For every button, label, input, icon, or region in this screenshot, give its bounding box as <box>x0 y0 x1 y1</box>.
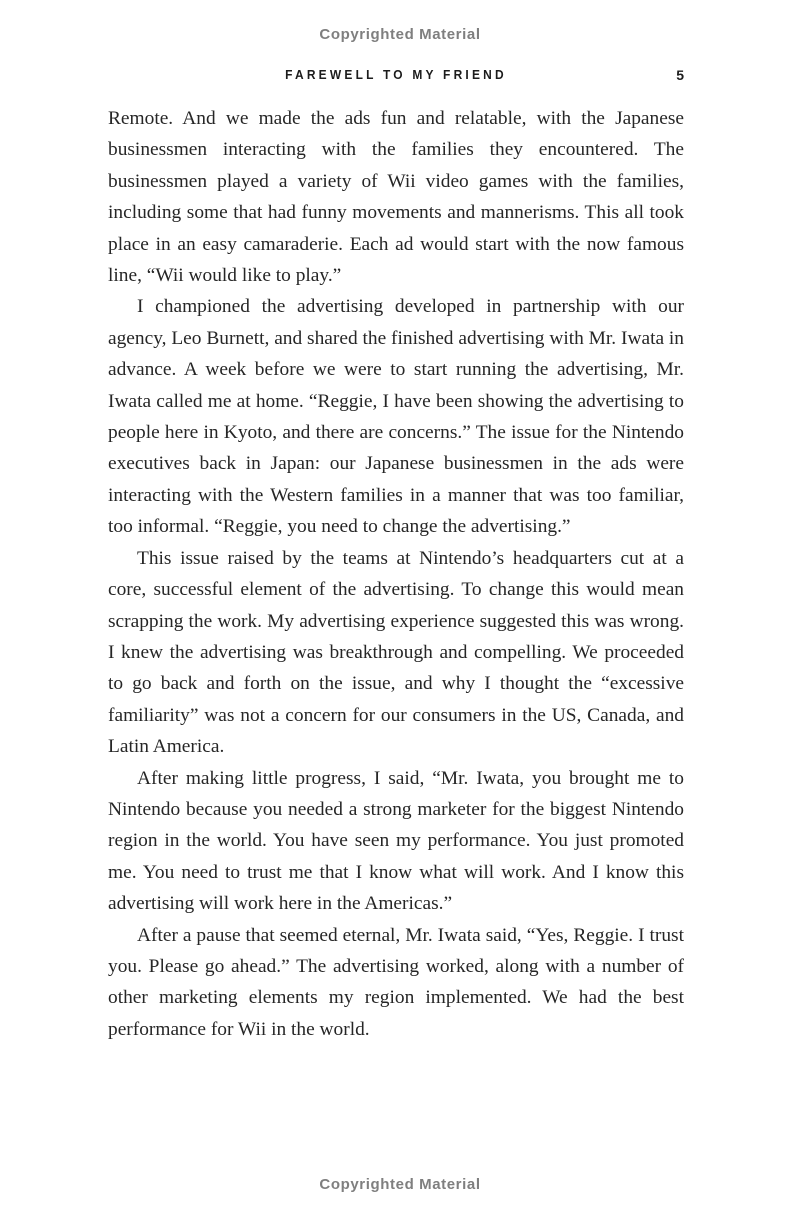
body-paragraph: I championed the advertising developed in partnership with our agency, Leo Burnett, and shared the finished advertising with Mr. Iwata in advance. A week before we were to start running the advertising, Mr. Iwata called me at home. “Reggie, I have been showing the advertising to people here in Kyoto, and there are concerns.” The issue for the Nintendo executives back in Japan: our Japanese businessmen in the ads were interacting with the Western families in a manner that was too familiar, too informal. “Reggie, you need to change the advertising.” <box>108 296 684 538</box>
body-paragraph: After making little progress, I said, “Mr. Iwata, you brought me to Nintendo because you needed a strong marketer for the biggest Nintendo region in the world. You have seen my performance. You just promoted me. You need to trust me that I know what will work. And I know this advertising will work here in the Americas.” <box>108 767 684 915</box>
body-paragraph: After a pause that seemed eternal, Mr. Iwata said, “Yes, Reggie. I trust you. Please go ahead.” The advertising worked, along with a number of other marketing elements my region implemented. We had the best performance for Wii in the world. <box>108 924 684 1040</box>
chapter-title: FAREWELL TO MY FRIEND <box>285 67 507 82</box>
body-paragraph: This issue raised by the teams at Nintendo’s headquarters cut at a core, successful element of the advertising. To change this would mean scrapping the work. My advertising experience suggested this was wrong. I knew the advertising was breakthrough and compelling. We proceeded to go back and forth on the issue, and why I thought the “excessive familiarity” was not a concern for our consumers in the US, Canada, and Latin America. <box>108 547 684 758</box>
body-paragraph: Remote. And we made the ads fun and relatable, with the Japanese businessmen interacting with the families they encountered. The businessmen played a variety of Wii video games with the families, including some that had funny movements and mannerisms. This all took place in an easy camaraderie. Each ad would start with the now famous line, “Wii would like to play.” <box>108 108 684 287</box>
copyright-notice-top: Copyrighted Material <box>319 26 481 43</box>
copyright-notice-bottom: Copyrighted Material <box>319 1176 481 1193</box>
page-number: 5 <box>676 67 684 83</box>
body-text <box>108 103 684 1045</box>
running-header <box>108 67 684 87</box>
